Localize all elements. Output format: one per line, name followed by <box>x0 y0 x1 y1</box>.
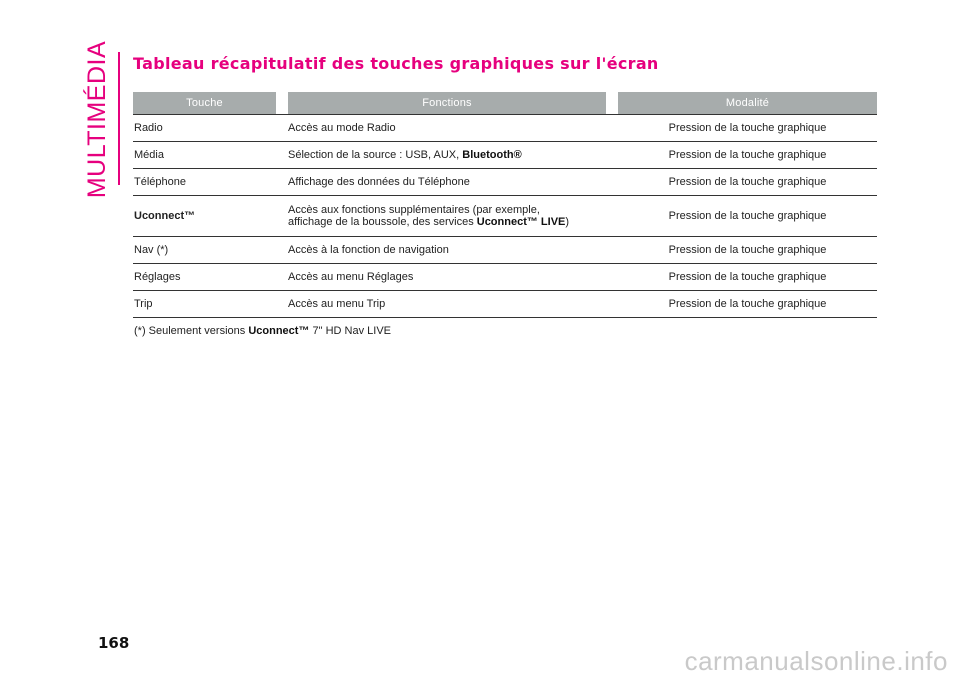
table-row <box>133 196 877 237</box>
cell-fonction: Accès à la fonction de navigation <box>288 237 606 264</box>
cell-touche: Trip <box>133 291 276 318</box>
cell-fonction: Affichage des données du Téléphone <box>288 169 606 196</box>
cell-fonction <box>288 142 606 169</box>
cell-touche: Nav (*) <box>133 237 276 264</box>
cell-fonction-line2 <box>288 216 606 228</box>
cell-modalite: Pression de la touche graphique <box>618 142 877 169</box>
section-tab-bar <box>118 52 120 185</box>
cell-touche: Uconnect™ <box>133 196 276 237</box>
cell-fonction-bold: Bluetooth® <box>462 149 522 161</box>
summary-table <box>133 92 877 318</box>
cell-modalite: Pression de la touche graphique <box>618 196 877 237</box>
watermark: carmanualsonline.info <box>684 646 948 676</box>
cell-fonction <box>288 196 606 237</box>
cell-fonction-bold: Uconnect™ LIVE <box>476 216 566 228</box>
cell-gap <box>276 169 288 196</box>
footnote-text: (*) Seulement versions <box>134 325 249 337</box>
cell-modalite: Pression de la touche graphique <box>618 291 877 318</box>
cell-gap <box>276 264 288 291</box>
header-touche: Touche <box>133 92 276 115</box>
page-title: Tableau récapitulatif des touches graphiques sur l'écran <box>133 54 659 73</box>
cell-modalite: Pression de la touche graphique <box>618 237 877 264</box>
cell-gap <box>606 142 618 169</box>
table-row <box>133 115 877 142</box>
cell-modalite: Pression de la touche graphique <box>618 169 877 196</box>
header-gap <box>276 92 288 115</box>
footnote-bold: Uconnect™ <box>248 325 310 337</box>
table-row <box>133 169 877 196</box>
cell-gap <box>276 237 288 264</box>
table-row <box>133 264 877 291</box>
cell-gap <box>606 237 618 264</box>
cell-fonction-line1: Accès aux fonctions supplémentaires (par exemple, <box>288 204 540 216</box>
cell-gap <box>276 196 288 237</box>
page-number: 168 <box>98 634 130 652</box>
footnote <box>134 325 391 337</box>
cell-gap <box>276 115 288 142</box>
header-fonctions: Fonctions <box>288 92 606 115</box>
header-gap <box>606 92 618 115</box>
cell-modalite: Pression de la touche graphique <box>618 264 877 291</box>
cell-gap <box>276 291 288 318</box>
cell-gap <box>606 169 618 196</box>
cell-touche: Média <box>133 142 276 169</box>
cell-gap <box>606 291 618 318</box>
cell-gap <box>276 142 288 169</box>
cell-touche: Radio <box>133 115 276 142</box>
cell-fonction-text: ) <box>565 216 570 228</box>
footnote-text: 7" HD Nav LIVE <box>309 325 391 337</box>
cell-modalite: Pression de la touche graphique <box>618 115 877 142</box>
table-header-row <box>133 92 877 115</box>
cell-touche: Téléphone <box>133 169 276 196</box>
cell-gap <box>606 196 618 237</box>
cell-gap <box>606 264 618 291</box>
table-row <box>133 237 877 264</box>
section-tab-label: MULTIMÉDIA <box>83 40 112 199</box>
cell-fonction: Accès au mode Radio <box>288 115 606 142</box>
header-modalite: Modalité <box>618 92 877 115</box>
cell-fonction-text: Sélection de la source : USB, AUX, <box>288 149 463 161</box>
table-row <box>133 291 877 318</box>
cell-touche: Réglages <box>133 264 276 291</box>
cell-fonction: Accès au menu Réglages <box>288 264 606 291</box>
cell-fonction-text: affichage de la boussole, des services <box>288 216 477 228</box>
cell-gap <box>606 115 618 142</box>
table-row <box>133 142 877 169</box>
section-tab <box>78 40 118 199</box>
cell-fonction: Accès au menu Trip <box>288 291 606 318</box>
